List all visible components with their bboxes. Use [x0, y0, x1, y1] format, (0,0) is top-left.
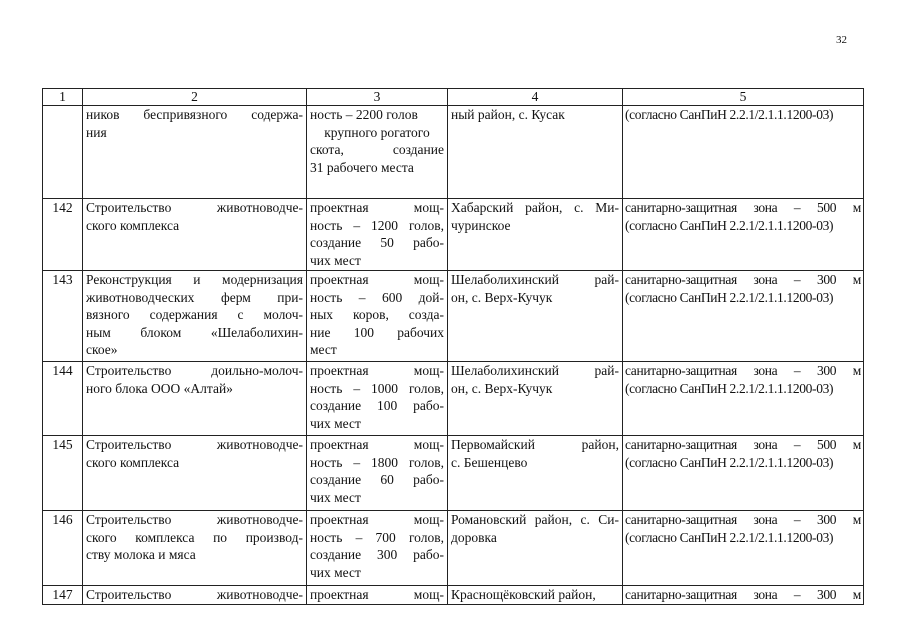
table-row [43, 362, 864, 436]
cell-line: создание 300 рабо- [310, 547, 444, 562]
cell-line: проектная мощ- [310, 512, 444, 527]
page-number: 32 [836, 34, 847, 46]
capacity-cell [307, 586, 448, 605]
cell-line: ность – 1800 голов, [310, 454, 444, 470]
cell-line: Первомайский район, [451, 437, 619, 452]
cell-line: ность – 600 дой- [310, 289, 444, 305]
cell-line: создание 50 рабо- [310, 235, 444, 250]
cell-line: скота, создание [310, 142, 444, 157]
location-cell [448, 199, 623, 271]
table-row [43, 511, 864, 586]
cell-line: санитарно-защитная зона – 500 м [625, 200, 861, 215]
cell-line: проектная мощ- [310, 272, 444, 287]
restriction-cell [623, 271, 864, 362]
capacity-cell [307, 199, 448, 271]
table-row [43, 586, 864, 605]
row-number-cell: 142 [43, 199, 83, 271]
capacity-cell [307, 271, 448, 362]
cell-line: (согласно СанПиН 2.2.1/2.1.1.1200-03) [625, 289, 834, 305]
cell-line: проектная мощ- [310, 587, 444, 602]
location-cell [448, 436, 623, 511]
cell-line: Шелаболихинский рай- [451, 363, 619, 378]
cell-line: доровка [451, 529, 497, 545]
location-cell [448, 271, 623, 362]
cell-line: ния [86, 124, 107, 140]
cell-line: ников беспривязного содержа- [86, 107, 303, 122]
cell-line: мест [310, 342, 337, 357]
cell-line: Краснощёковский район, [451, 587, 596, 602]
cell-line: ного блока ООО «Алтай» [86, 380, 233, 396]
table-header-row [43, 89, 864, 106]
object-name-cell [83, 271, 307, 362]
cell-line: ского комплекса по производ- [86, 529, 303, 545]
row-number-cell: 147 [43, 586, 83, 605]
column-header: 5 [623, 89, 864, 106]
cell-line: чих мест [310, 564, 361, 580]
location-cell [448, 106, 623, 199]
cell-line: (согласно СанПиН 2.2.1/2.1.1.1200-03) [625, 217, 834, 233]
cell-line: (согласно СанПиН 2.2.1/2.1.1.1200-03) [625, 454, 834, 470]
cell-line: Строительство животноводче- [86, 587, 303, 602]
restriction-cell [623, 436, 864, 511]
cell-line: проектная мощ- [310, 363, 444, 378]
row-number-cell: 146 [43, 511, 83, 586]
column-header: 4 [448, 89, 623, 106]
cell-line: Романовский район, с. Си- [451, 512, 619, 527]
cell-line: ных коров, созда- [310, 307, 444, 322]
cell-line: проектная мощ- [310, 200, 444, 215]
cell-line: ского комплекса [86, 454, 180, 470]
cell-line: ское» [86, 342, 118, 357]
cell-line: ность – 1000 голов, [310, 380, 444, 396]
cell-line: (согласно СанПиН 2.2.1/2.1.1.1200-03) [625, 107, 834, 122]
cell-line: Хабарский район, с. Ми- [451, 200, 619, 215]
cell-line: Реконструкция и модернизация [86, 272, 303, 287]
row-number-cell: 144 [43, 362, 83, 436]
cell-line: ность – 700 голов, [310, 529, 444, 545]
cell-line: создание 100 рабо- [310, 398, 444, 413]
capacity-cell [307, 511, 448, 586]
cell-line: ству молока и мяса [86, 547, 196, 562]
cell-line: санитарно-защитная зона – 300 м [625, 272, 861, 287]
capacity-cell [307, 436, 448, 511]
location-cell [448, 586, 623, 605]
object-name-cell [83, 199, 307, 271]
cell-line: санитарно-защитная зона – 300 м [625, 512, 861, 527]
cell-line: ние 100 рабочих [310, 324, 444, 340]
cell-line: чих мест [310, 415, 361, 431]
cell-line: животноводческих ферм при- [86, 289, 303, 305]
column-header: 3 [307, 89, 448, 106]
object-name-cell [83, 436, 307, 511]
cell-line: ность – 1200 голов, [310, 217, 444, 233]
table-row [43, 271, 864, 362]
restriction-cell [623, 511, 864, 586]
cell-line: чих мест [310, 489, 361, 505]
location-cell [448, 362, 623, 436]
column-header: 2 [83, 89, 307, 106]
cell-line: санитарно-защитная зона – 500 м [625, 437, 861, 452]
object-name-cell [83, 362, 307, 436]
cell-line: ского комплекса [86, 217, 180, 233]
cell-line: Строительство животноводче- [86, 437, 303, 452]
cell-line: санитарно-защитная зона – 300 м [625, 363, 861, 378]
cell-line: с. Бешенцево [451, 454, 528, 470]
row-number-cell [43, 106, 83, 199]
object-name-cell [83, 511, 307, 586]
cell-line: Строительство животноводче- [86, 200, 303, 215]
table-row [43, 436, 864, 511]
cell-line: ным блоком «Шелаболихин- [86, 324, 303, 340]
capacity-cell [307, 106, 448, 199]
table-row [43, 199, 864, 271]
column-header: 1 [43, 89, 83, 106]
object-name-cell [83, 106, 307, 199]
object-name-cell [83, 586, 307, 605]
cell-line: создание 60 рабо- [310, 472, 444, 487]
row-number-cell: 143 [43, 271, 83, 362]
cell-line: (согласно СанПиН 2.2.1/2.1.1.1200-03) [625, 529, 834, 545]
cell-line: ный район, с. Кусак [451, 107, 565, 122]
row-number-cell: 145 [43, 436, 83, 511]
location-cell [448, 511, 623, 586]
table-row [43, 106, 864, 199]
cell-line: санитарно-защитная зона – 300 м [625, 587, 861, 602]
cell-line: он, с. Верх-Кучук [451, 289, 553, 305]
cell-line: Строительство доильно-молоч- [86, 363, 303, 378]
cell-line: крупного рогатого [324, 124, 430, 140]
cell-line: (согласно СанПиН 2.2.1/2.1.1.1200-03) [625, 380, 834, 396]
cell-line: чих мест [310, 252, 361, 268]
restriction-cell [623, 199, 864, 271]
cell-line: он, с. Верх-Кучук [451, 380, 553, 396]
document-table [42, 88, 864, 605]
cell-line: вязного содержания с молоч- [86, 307, 303, 322]
restriction-cell [623, 586, 864, 605]
restriction-cell [623, 106, 864, 199]
capacity-cell [307, 362, 448, 436]
cell-line: проектная мощ- [310, 437, 444, 452]
cell-line: Шелаболихинский рай- [451, 272, 619, 287]
restriction-cell [623, 362, 864, 436]
cell-line: ность – 2200 голов [310, 107, 418, 122]
cell-line: 31 рабочего места [310, 159, 414, 175]
cell-line: чуринское [451, 217, 511, 233]
cell-line: Строительство животноводче- [86, 512, 303, 527]
